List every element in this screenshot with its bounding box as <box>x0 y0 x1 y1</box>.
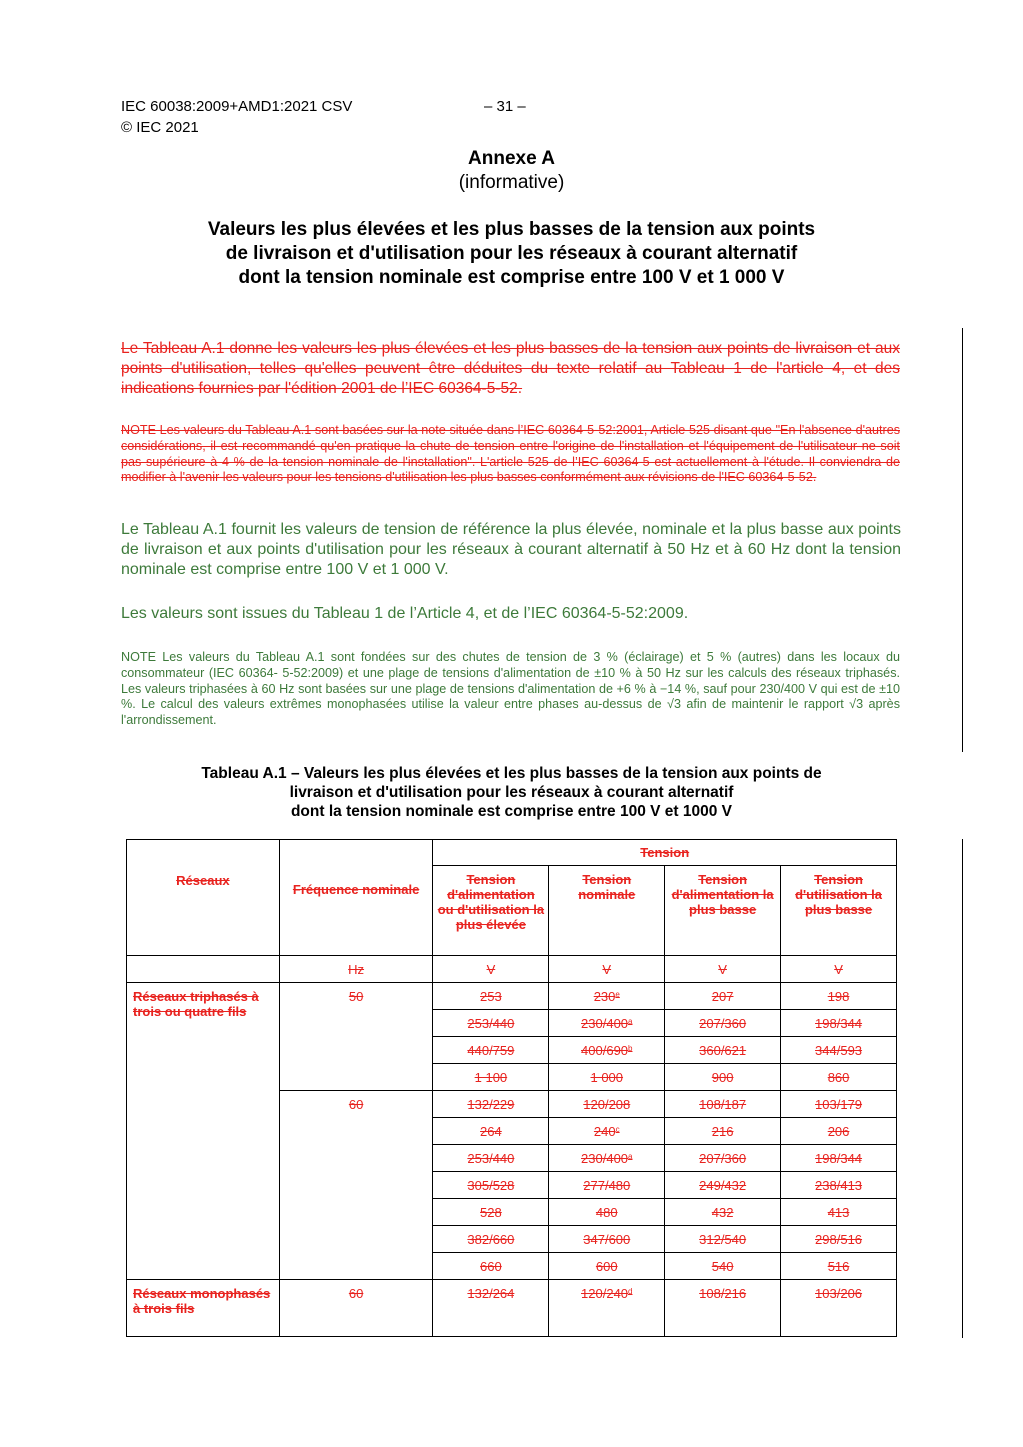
cell-use-low: 860 <box>781 1064 897 1091</box>
col-header-nominal: Tension nominale <box>549 866 665 956</box>
cell-highest: 382/660 <box>433 1226 549 1253</box>
doc-id: IEC 60038:2009+AMD1:2021 CSV <box>121 98 353 115</box>
cell-use-low: 344/593 <box>781 1037 897 1064</box>
unit-v: V <box>665 956 781 983</box>
cell-use-low: 298/516 <box>781 1226 897 1253</box>
cell-use-low: 238/413 <box>781 1172 897 1199</box>
heading-line: dont la tension nominale est comprise entre 100 V et 1 000 V <box>238 267 785 288</box>
deleted-paragraph: Le Tableau A.1 donne les valeurs les plus élevées et les plus basses de la tension aux points de livraison et aux points d'utilisation, telles qu'elles peuvent être déduites du texte relatif au Tableau 1 de l'article 4, et des indications fournies par l'édition 2001 de l’IEC 60364-5-52. <box>121 340 900 397</box>
change-bar <box>962 839 963 1338</box>
cell-supply-low: 312/540 <box>665 1226 781 1253</box>
heading-line: de livraison et d'utilisation pour les réseaux à courant alternatif <box>225 243 798 264</box>
cell-supply-low: 207/360 <box>665 1010 781 1037</box>
copyright: © IEC 2021 <box>121 119 199 136</box>
cell-nominal: 240$^c$ <box>549 1118 665 1145</box>
table-caption-line: livraison et d'utilisation pour les réseaux à courant alternatif <box>289 784 734 801</box>
cell-supply-low: 207 <box>665 983 781 1010</box>
col-header-reseaux: Réseaux <box>127 840 280 956</box>
cell-highest: 660 <box>433 1253 549 1280</box>
cell-highest: 1 100 <box>433 1064 549 1091</box>
unit-v: V <box>781 956 897 983</box>
col-header-tension: Tension <box>433 840 897 866</box>
cell-use-low: 198/344 <box>781 1145 897 1172</box>
cell-nominal: 120/208 <box>549 1091 665 1118</box>
footnote-ref: e <box>615 990 620 999</box>
cell-highest: 253/440 <box>433 1145 549 1172</box>
footnote-ref: a <box>628 1152 633 1161</box>
new-paragraph-2: Les valeurs sont issues du Tableau 1 de l’Article 4, et de l’IEC 60364-5-52:2009. <box>121 605 689 622</box>
cell-use-low: 516 <box>781 1253 897 1280</box>
footnote-ref: c <box>615 1125 620 1134</box>
unit-hz: Hz <box>279 956 433 983</box>
col-header-highest: Tension d'alimentation ou d'utilisation la plus élevée <box>433 866 549 956</box>
annex-title: Annexe A <box>468 148 555 169</box>
col-header-supply-low: Tension d'alimentation la plus basse <box>665 866 781 956</box>
cell-nominal: 230e <box>549 983 665 1010</box>
cell-nominal: 230/400$^a$ <box>549 1145 665 1172</box>
unit-v: V <box>433 956 549 983</box>
cell-highest: 264 <box>433 1118 549 1145</box>
cell-supply-low: 108/216 <box>665 1280 781 1337</box>
col-header-frequence: Fréquence nominale <box>279 840 433 956</box>
units-row <box>127 956 897 983</box>
cell-supply-low: 216 <box>665 1118 781 1145</box>
voltage-table <box>126 839 897 1337</box>
cell-highest: 440/759 <box>433 1037 549 1064</box>
page-number: – 31 – <box>484 98 526 115</box>
cell-nominal: 230/400$^a$ <box>549 1010 665 1037</box>
unit-v: V <box>549 956 665 983</box>
cell-use-low: 198/344 <box>781 1010 897 1037</box>
cell-use-low: 198 <box>781 983 897 1010</box>
table-row <box>127 983 897 1010</box>
annex-heading <box>0 218 1023 290</box>
cell-highest: 528 <box>433 1199 549 1226</box>
cell-use-low: 206 <box>781 1118 897 1145</box>
table-row <box>127 1280 897 1337</box>
footnote-ref: a <box>628 1017 633 1026</box>
cell-highest: 253/440 <box>433 1010 549 1037</box>
change-bar <box>962 328 963 752</box>
cell-supply-low: 540 <box>665 1253 781 1280</box>
cell-nominal: 277/480 <box>549 1172 665 1199</box>
cell-use-low: 103/206 <box>781 1280 897 1337</box>
freq-50: 50 <box>279 983 433 1091</box>
cell-supply-low: 207/360 <box>665 1145 781 1172</box>
freq-60: 60 <box>279 1280 433 1337</box>
freq-60: 60 <box>279 1091 433 1280</box>
col-header-use-low: Tension d'utilisation la plus basse <box>781 866 897 956</box>
cell-nominal: 400/690$^b$ <box>549 1037 665 1064</box>
cell-nominal: 347/600 <box>549 1226 665 1253</box>
footnote-ref: b <box>628 1044 633 1053</box>
heading-line: Valeurs les plus élevées et les plus basses de la tension aux points <box>207 219 816 240</box>
table-caption-line: Tableau A.1 – Valeurs les plus élevées et les plus basses de la tension aux points de <box>201 765 822 782</box>
footnote-ref: d <box>628 1287 633 1296</box>
cell-highest: 253 <box>433 983 549 1010</box>
cell-use-low: 413 <box>781 1199 897 1226</box>
cell-highest: 132/229 <box>433 1091 549 1118</box>
table-caption <box>100 764 923 821</box>
annex-subtitle: (informative) <box>458 172 565 193</box>
cell-nominal: 480 <box>549 1199 665 1226</box>
table-caption-line: dont la tension nominale est comprise entre 100 V et 1000 V <box>290 803 733 820</box>
cell-supply-low: 108/187 <box>665 1091 781 1118</box>
cell-highest: 305/528 <box>433 1172 549 1199</box>
cell-supply-low: 360/621 <box>665 1037 781 1064</box>
cell-supply-low: 249/432 <box>665 1172 781 1199</box>
units-empty <box>127 956 280 983</box>
cell-highest: 132/264 <box>433 1280 549 1337</box>
new-note: NOTE Les valeurs du Tableau A.1 sont fondées sur des chutes de tension de 3 % (éclairage) et 5 % (autres) dans les locaux du consommateur (IEC 60364- 5-52:2009) et une plage de tensions d'alimentation de ±10 % à 50 Hz sur les calculs des réseaux triphasés. Les valeurs triphasées à 60 Hz sont basées sur une plage de tensions d'alimentation de +6 % à −14 %, sauf pour 230/400 V qui est de ±10 %. Le calcul des valeurs extrêmes monophasées utilise la valeur entre phases au-dessus de √3 afin de maintenir le rapport √3 après l'arrondissement. <box>121 650 900 728</box>
cell-use-low: 103/179 <box>781 1091 897 1118</box>
group-label-monophase: Réseaux monophasés à trois fils <box>127 1280 280 1337</box>
cell-nominal: 120/240$^d$ <box>549 1280 665 1337</box>
cell-nominal: 1 000 <box>549 1064 665 1091</box>
cell-supply-low: 900 <box>665 1064 781 1091</box>
new-paragraph-1: Le Tableau A.1 fournit les valeurs de tension de référence la plus élevée, nominale et la plus basse aux points de livraison et aux points d'utilisation pour les réseaux à courant alternatif à 50 Hz et à 60 Hz dont la tension nominale est comprise entre 100 V et 1 000 V. <box>121 521 901 578</box>
group-label-triphase: Réseaux triphasés à trois ou quatre fils <box>127 983 280 1280</box>
cell-supply-low: 432 <box>665 1199 781 1226</box>
table-body <box>127 983 897 1337</box>
deleted-note: NOTE Les valeurs du Tableau A.1 sont basées sur la note située dans l’IEC 60364-5-52:2001, Article 525 disant que "En l'absence d'autres considérations, il est recommandé qu'en pratique la chute de tension entre l'origine de l'installation et l'équipement de l'utilisateur ne soit pas supérieure à 4 % de la tension nominale de l'installation". L'article 525 de l’IEC 60364-5 est actuellement à l'étude. Il conviendra de modifier à l'avenir les valeurs pour les tensions d'utilisation les plus basses conformément aux révisions de l'IEC 60364-5-52. <box>121 423 900 485</box>
cell-nominal: 600 <box>549 1253 665 1280</box>
